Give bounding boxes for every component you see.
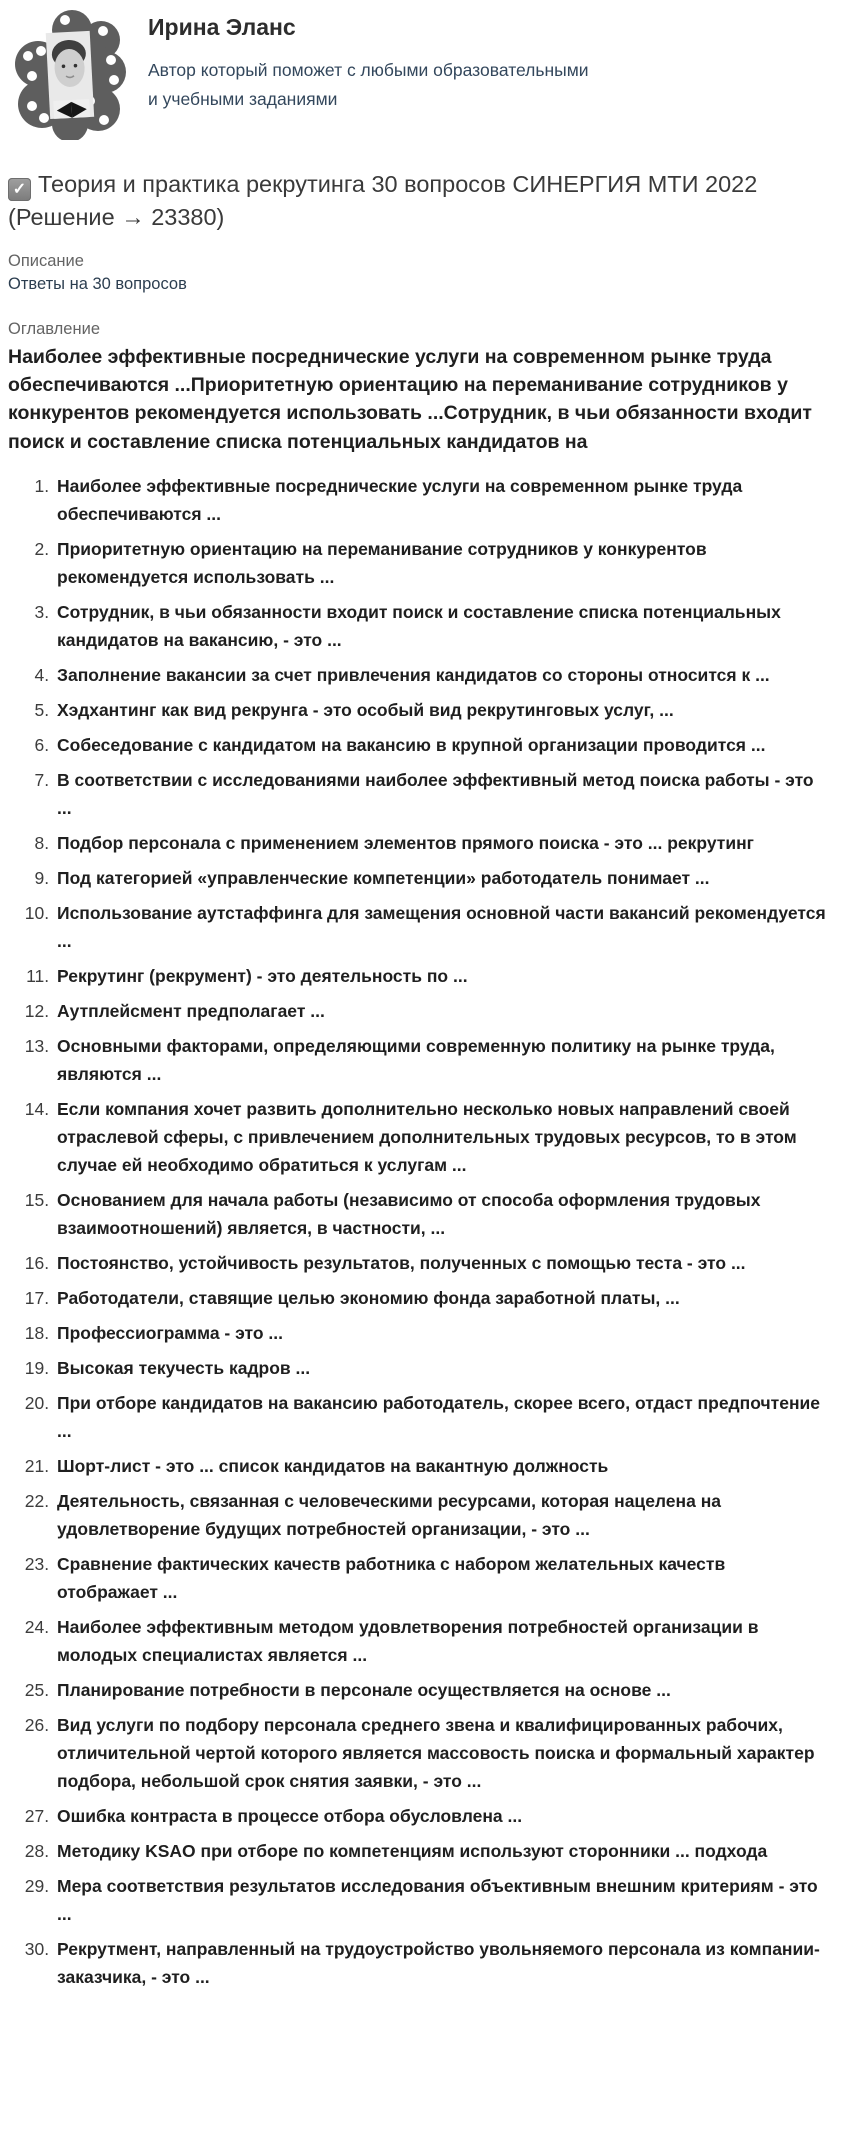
toc-label: Оглавление — [8, 319, 100, 338]
question-item: 7. В соответствии с исследованиями наиболее эффективный метод поиска работы - это ... — [54, 766, 831, 822]
author-name: Ирина Эланс — [148, 14, 296, 40]
question-item: 6. Собеседование с кандидатом на вакансию в крупной организации проводится ... — [54, 731, 831, 759]
question-item: 10. Использование аутстаффинга для замещения основной части вакансий рекомендуется ... — [54, 899, 831, 955]
question-item: 14. Если компания хочет развить дополнительно несколько новых направлений своей отраслевой сферы, с привлечением дополнительных трудовых ресурсов, то в этом случае ей необходимо обратиться к услугам ... — [54, 1095, 831, 1179]
question-item: 9. Под категорией «управленческие компетенции» работодатель понимает ... — [54, 864, 831, 892]
question-item: 18. Профессиограмма - это ... — [54, 1319, 831, 1347]
checkbox-icon: ✓ — [8, 178, 31, 201]
question-item: 13. Основными факторами, определяющими современную политику на рынке труда, являются ... — [54, 1032, 831, 1088]
author-info — [148, 6, 593, 140]
question-item: 28. Методику KSAO при отборе по компетенциям используют сторонники ... подхода — [54, 1837, 831, 1865]
author-description: Автор который поможет с любыми образовательными и учебными заданиями — [148, 59, 589, 109]
question-item: 2. Приоритетную ориентацию на переманивание сотрудников у конкурентов рекомендуется использовать ... — [54, 535, 831, 591]
page-title — [8, 168, 820, 234]
question-item: 21. Шорт-лист - это ... список кандидатов на вакантную должность — [54, 1452, 831, 1480]
question-item: 29. Мера соответствия результатов исследования объективным внешним критериям - это ... — [54, 1872, 831, 1928]
question-item: 4. Заполнение вакансии за счет привлечения кандидатов со стороны относится к ... — [54, 661, 831, 689]
question-item: 20. При отборе кандидатов на вакансию работодатель, скорее всего, отдаст предпочтение ... — [54, 1389, 831, 1445]
question-item: 15. Основанием для начала работы (независимо от способа оформления трудовых взаимоотношений) является, в частности, ... — [54, 1186, 831, 1242]
author-avatar-image — [8, 6, 130, 140]
author-header — [8, 6, 831, 140]
toc-lead-paragraph: Наиболее эффективные посреднические услуги на современном рынке труда обеспечиваются ...Приоритетную ориентацию на переманивание сотрудников у конкурентов рекомендуется использовать ...Сотрудник, в чьи обязанности входит поиск и составление списка потенциальных кандидатов на — [8, 345, 812, 453]
question-item: 1. Наиболее эффективные посреднические услуги на современном рынке труда обеспечиваются ... — [54, 472, 831, 528]
description-value: Ответы на 30 вопросов — [8, 274, 187, 293]
question-item: 24. Наиболее эффективным методом удовлетворения потребностей организации в молодых специалистах является ... — [54, 1613, 831, 1669]
questions-list — [8, 472, 831, 1991]
author-avatar — [8, 6, 130, 140]
question-item: 16. Постоянство, устойчивость результатов, полученных с помощью теста - это ... — [54, 1249, 831, 1277]
question-item: 5. Хэдхантинг как вид рекрунга - это особый вид рекрутинговых услуг, ... — [54, 696, 831, 724]
question-item: 8. Подбор персонала с применением элементов прямого поиска - это ... рекрутинг — [54, 829, 831, 857]
question-item: 22. Деятельность, связанная с человеческими ресурсами, которая нацелена на удовлетворение будущих потребностей организации, - это ... — [54, 1487, 831, 1543]
question-item: 25. Планирование потребности в персонале осуществляется на основе ... — [54, 1676, 831, 1704]
description-label: Описание — [8, 251, 84, 270]
question-item: 27. Ошибка контраста в процессе отбора обусловлена ... — [54, 1802, 831, 1830]
page-title-text: Теория и практика рекрутинга 30 вопросов СИНЕРГИЯ МТИ 2022 (Решение → 23380) — [8, 171, 758, 230]
question-item: 12. Аутплейсмент предполагает ... — [54, 997, 831, 1025]
question-item: 30. Рекрутмент, направленный на трудоустройство увольняемого персонала из компании-заказчика, - это ... — [54, 1935, 831, 1991]
question-item: 26. Вид услуги по подбору персонала среднего звена и квалифицированных рабочих, отличительной чертой которого является массовость поиска и формальный характер подбора, небольшой срок снятия заявки, - это ... — [54, 1711, 831, 1795]
question-item: 17. Работодатели, ставящие целью экономию фонда заработной платы, ... — [54, 1284, 831, 1312]
question-item: 19. Высокая текучесть кадров ... — [54, 1354, 831, 1382]
question-item: 3. Сотрудник, в чьи обязанности входит поиск и составление списка потенциальных кандидатов на вакансию, - это ... — [54, 598, 831, 654]
question-item: 11. Рекрутинг (рекрумент) - это деятельность по ... — [54, 962, 831, 990]
question-item: 23. Сравнение фактических качеств работника с набором желательных качеств отображает ... — [54, 1550, 831, 1606]
